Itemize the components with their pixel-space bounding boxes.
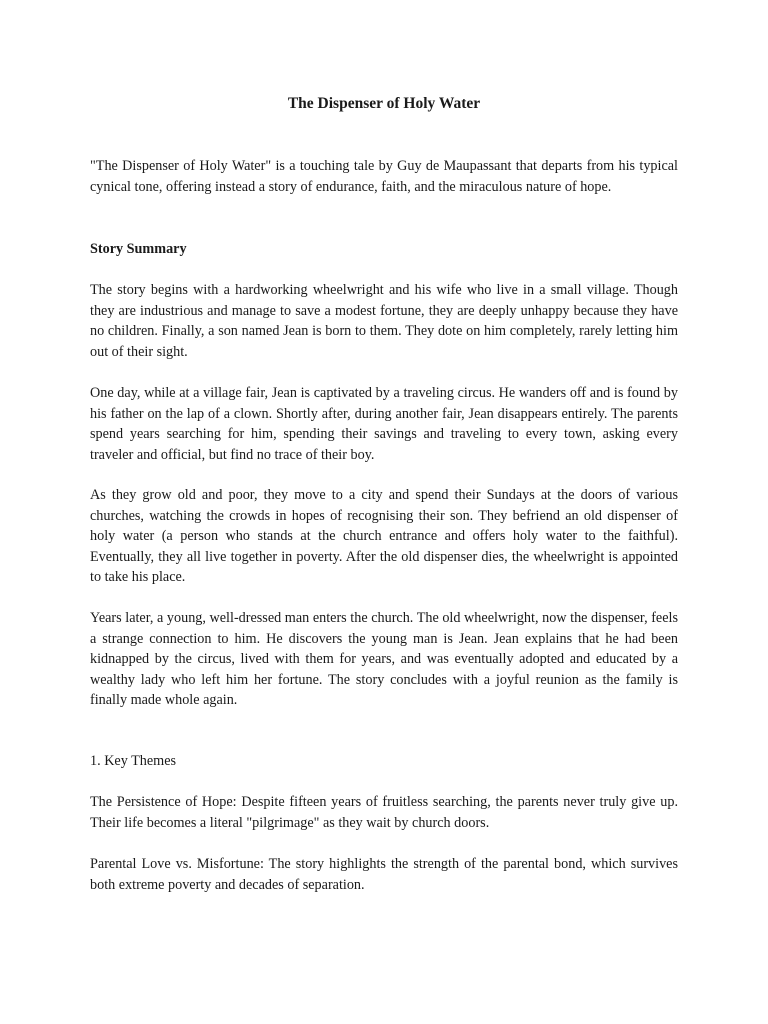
document-title: The Dispenser of Holy Water <box>287 95 481 112</box>
summary-paragraph-1: The story begins with a hardworking wheelwright and his wife who live in a small village. Though they are industrious and manage to save a modest fortune, they are deeply unhappy because they have no children. Finally, a son named Jean is born to them. They dote on him completely, rarely letting him out of their sight. <box>90 282 678 360</box>
intro-paragraph: "The Dispenser of Holy Water" is a touching tale by Guy de Maupassant that departs from his typical cynical tone, offering instead a story of endurance, faith, and the miraculous nature of hope. <box>90 158 678 195</box>
summary-paragraph-4: Years later, a young, well-dressed man enters the church. The old wheelwright, now the dispenser, feels a strange connection to him. He discovers the young man is Jean. Jean explains that he had been kidnapped by the circus, lived with them for years, and was eventually adopted and educated by a wealthy lady who left him her fortune. The story concludes with a joyful reunion as the family is finally made whole again. <box>90 610 678 708</box>
theme-paragraph-2: Parental Love vs. Misfortune: The story highlights the strength of the parental bond, which survives both extreme poverty and decades of separation. <box>90 856 678 893</box>
summary-paragraph-2: One day, while at a village fair, Jean is captivated by a traveling circus. He wanders off and is found by his father on the lap of a clown. Shortly after, during another fair, Jean disappears entirely. The parents spend years searching for him, spending their savings and traveling to every town, asking every traveler and official, but find no trace of their boy. <box>90 385 678 463</box>
themes-heading: 1. Key Themes <box>90 753 177 769</box>
summary-heading: Story Summary <box>90 241 187 257</box>
theme-paragraph-1: The Persistence of Hope: Despite fifteen years of fruitless searching, the parents never truly give up. Their life becomes a literal "pilgrimage" as they wait by church doors. <box>90 794 678 831</box>
summary-paragraph-3: As they grow old and poor, they move to a city and spend their Sundays at the doors of various churches, watching the crowds in hopes of recognising their son. They befriend an old dispenser of holy water (a person who stands at the church entrance and offers holy water to the faithful). Eventually, they all live together in poverty. After the old dispenser dies, the wheelwright is appointed to take his place. <box>90 487 678 585</box>
